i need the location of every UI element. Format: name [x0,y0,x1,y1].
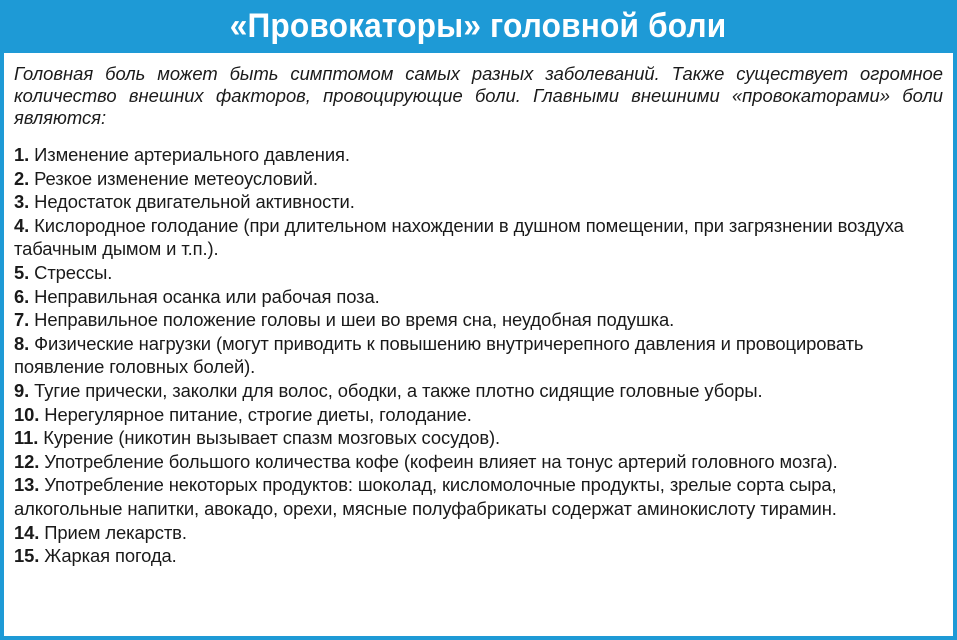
item-number: 12. [14,450,40,472]
item-text: Употребление большого количества кофе (кофеин влияет на тонус артерий головного мозга). [44,450,838,472]
item-text: Кислородное голодание (при длительном нахождении в душном помещении, при загрязнении воздуха табачным дымом и т.п.). [14,214,904,260]
item-text: Недостаток двигательной активности. [34,191,355,213]
list-item [14,285,943,309]
list-item [14,332,943,379]
page-title: «Провокаторы» головной боли [230,7,727,45]
item-number: 14. [14,521,40,543]
item-number: 13. [14,474,40,496]
item-text: Курение (никотин вызывает спазм мозговых сосудов). [43,427,501,449]
item-text: Прием лекарств. [44,521,187,543]
item-number: 4. [14,214,30,236]
item-text: Физические нагрузки (могут приводить к повышению внутричерепного давления и провоцировать появление головных болей). [14,332,864,378]
item-text: Тугие прически, заколки для волос, ободки, а также плотно сидящие головные уборы. [34,379,763,401]
card-body [4,53,953,568]
item-number: 3. [14,191,30,213]
triggers-list [14,143,943,568]
list-item [14,450,943,474]
intro-paragraph: Головная боль может быть симптомом самых разных заболеваний. Также существует огромное количество внешних факторов, провоцирующие боли. Главными внешними «провокаторами» боли являются: [14,63,943,128]
item-number: 8. [14,332,30,354]
list-item [14,167,943,191]
list-item [14,261,943,285]
item-text: Жаркая погода. [44,545,177,567]
item-number: 1. [14,144,30,165]
item-text: Изменение артериального давления. [34,144,350,165]
item-text: Неправильное положение головы и шеи во время сна, неудобная подушка. [34,309,675,331]
item-text: Стрессы. [34,261,113,283]
list-item [14,544,943,568]
item-text: Неправильная осанка или рабочая поза. [34,285,380,307]
item-number: 5. [14,261,30,283]
item-number: 11. [14,427,39,449]
item-number: 15. [14,545,40,567]
item-text: Резкое изменение метеоусловий. [34,167,318,189]
list-item [14,426,943,450]
item-text: Нерегулярное питание, строгие диеты, голодание. [44,403,472,425]
list-item [14,190,943,214]
list-item [14,308,943,332]
item-number: 10. [14,403,40,425]
item-number: 2. [14,167,30,189]
list-item [14,379,943,403]
list-item [14,473,943,520]
list-item [14,214,943,261]
list-item [14,403,943,427]
item-number: 6. [14,285,30,307]
item-number: 7. [14,309,30,331]
list-item [14,143,943,167]
item-number: 9. [14,379,30,401]
list-item [14,521,943,545]
item-text: Употребление некоторых продуктов: шоколад, кисломолочные продукты, зрелые сорта сыра, алкогольные напитки, авокадо, орехи, мясные полуфабрикаты содержат аминокислоту тирамин. [14,474,837,519]
title-banner [4,0,953,53]
